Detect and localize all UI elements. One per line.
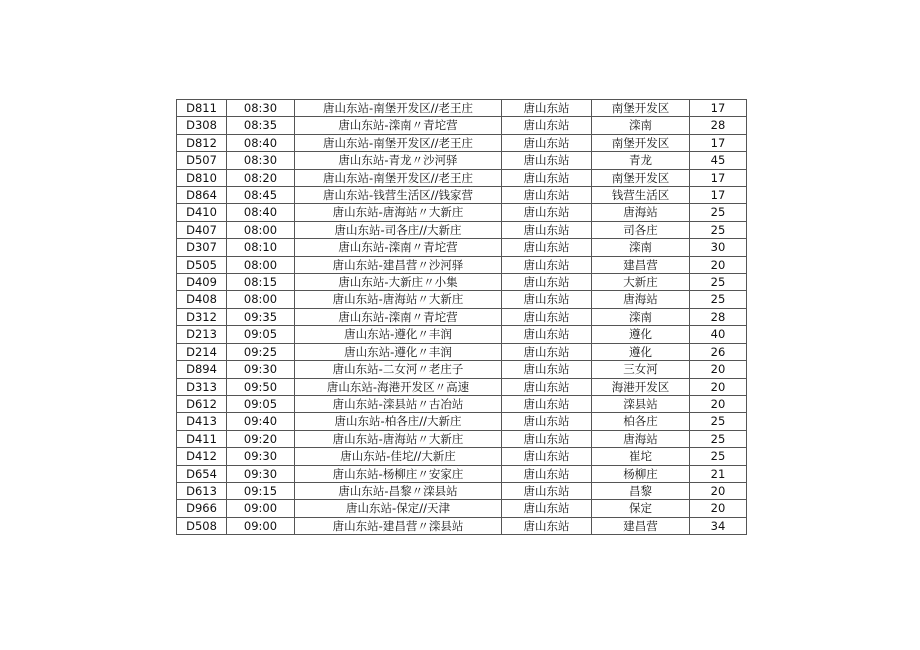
destination-cell: 滦南 <box>592 239 690 256</box>
origin-cell: 唐山东站 <box>502 221 592 238</box>
origin-cell: 唐山东站 <box>502 239 592 256</box>
route-name-cell: 唐山东站-海港开发区〃高速 <box>295 378 502 395</box>
departure-time-cell: 08:00 <box>227 256 295 273</box>
route-code-cell: D413 <box>177 413 227 430</box>
departure-time-cell: 09:05 <box>227 326 295 343</box>
route-code-cell: D411 <box>177 430 227 447</box>
table-row <box>177 500 747 517</box>
count-cell: 20 <box>690 482 747 499</box>
count-cell: 20 <box>690 256 747 273</box>
origin-cell: 唐山东站 <box>502 482 592 499</box>
departure-time-cell: 09:00 <box>227 517 295 534</box>
route-name-cell: 唐山东站-滦县站〃古冶站 <box>295 395 502 412</box>
count-cell: 17 <box>690 187 747 204</box>
departure-time-cell: 09:35 <box>227 308 295 325</box>
destination-cell: 保定 <box>592 500 690 517</box>
route-name-cell: 唐山东站-建昌营〃沙河驿 <box>295 256 502 273</box>
route-code-cell: D407 <box>177 221 227 238</box>
departure-time-cell: 09:15 <box>227 482 295 499</box>
route-name-cell: 唐山东站-滦南〃青坨营 <box>295 239 502 256</box>
departure-time-cell: 09:30 <box>227 448 295 465</box>
count-cell: 25 <box>690 291 747 308</box>
origin-cell: 唐山东站 <box>502 430 592 447</box>
departure-time-cell: 08:30 <box>227 100 295 117</box>
count-cell: 25 <box>690 413 747 430</box>
count-cell: 25 <box>690 274 747 291</box>
count-cell: 30 <box>690 239 747 256</box>
origin-cell: 唐山东站 <box>502 326 592 343</box>
route-code-cell: D864 <box>177 187 227 204</box>
origin-cell: 唐山东站 <box>502 134 592 151</box>
departure-time-cell: 08:40 <box>227 134 295 151</box>
table-row <box>177 517 747 534</box>
count-cell: 17 <box>690 134 747 151</box>
departure-time-cell: 08:20 <box>227 169 295 186</box>
departure-time-cell: 09:25 <box>227 343 295 360</box>
departure-time-cell: 09:20 <box>227 430 295 447</box>
route-name-cell: 唐山东站-建昌营〃滦县站 <box>295 517 502 534</box>
departure-time-cell: 08:45 <box>227 187 295 204</box>
destination-cell: 昌黎 <box>592 482 690 499</box>
route-name-cell: 唐山东站-昌黎〃滦县站 <box>295 482 502 499</box>
departure-time-cell: 08:10 <box>227 239 295 256</box>
table-row <box>177 326 747 343</box>
route-name-cell: 唐山东站-南堡开发区//老王庄 <box>295 100 502 117</box>
route-name-cell: 唐山东站-佳坨//大新庄 <box>295 448 502 465</box>
table-row <box>177 152 747 169</box>
destination-cell: 南堡开发区 <box>592 100 690 117</box>
count-cell: 20 <box>690 378 747 395</box>
table-row <box>177 378 747 395</box>
table-row <box>177 187 747 204</box>
route-name-cell: 唐山东站-保定//天津 <box>295 500 502 517</box>
route-name-cell: 唐山东站-杨柳庄〃安家庄 <box>295 465 502 482</box>
route-name-cell: 唐山东站-滦南〃青坨营 <box>295 117 502 134</box>
destination-cell: 滦县站 <box>592 395 690 412</box>
table-row <box>177 134 747 151</box>
origin-cell: 唐山东站 <box>502 274 592 291</box>
count-cell: 28 <box>690 308 747 325</box>
count-cell: 25 <box>690 221 747 238</box>
origin-cell: 唐山东站 <box>502 169 592 186</box>
departure-time-cell: 09:30 <box>227 465 295 482</box>
origin-cell: 唐山东站 <box>502 152 592 169</box>
count-cell: 21 <box>690 465 747 482</box>
route-code-cell: D409 <box>177 274 227 291</box>
destination-cell: 唐海站 <box>592 204 690 221</box>
departure-time-cell: 09:40 <box>227 413 295 430</box>
origin-cell: 唐山东站 <box>502 291 592 308</box>
route-code-cell: D505 <box>177 256 227 273</box>
destination-cell: 三女河 <box>592 361 690 378</box>
route-code-cell: D612 <box>177 395 227 412</box>
route-code-cell: D410 <box>177 204 227 221</box>
route-code-cell: D894 <box>177 361 227 378</box>
count-cell: 45 <box>690 152 747 169</box>
count-cell: 17 <box>690 100 747 117</box>
destination-cell: 司各庄 <box>592 221 690 238</box>
origin-cell: 唐山东站 <box>502 117 592 134</box>
count-cell: 20 <box>690 361 747 378</box>
destination-cell: 崔坨 <box>592 448 690 465</box>
route-code-cell: D412 <box>177 448 227 465</box>
departure-time-cell: 08:00 <box>227 221 295 238</box>
route-code-cell: D966 <box>177 500 227 517</box>
destination-cell: 南堡开发区 <box>592 169 690 186</box>
origin-cell: 唐山东站 <box>502 100 592 117</box>
destination-cell: 滦南 <box>592 117 690 134</box>
origin-cell: 唐山东站 <box>502 256 592 273</box>
count-cell: 25 <box>690 430 747 447</box>
destination-cell: 建昌营 <box>592 517 690 534</box>
departure-time-cell: 08:15 <box>227 274 295 291</box>
departure-time-cell: 09:05 <box>227 395 295 412</box>
count-cell: 26 <box>690 343 747 360</box>
table-row <box>177 100 747 117</box>
table-row <box>177 117 747 134</box>
route-name-cell: 唐山东站-青龙〃沙河驿 <box>295 152 502 169</box>
route-name-cell: 唐山东站-南堡开发区//老王庄 <box>295 169 502 186</box>
route-code-cell: D811 <box>177 100 227 117</box>
origin-cell: 唐山东站 <box>502 378 592 395</box>
route-name-cell: 唐山东站-钱营生活区//钱家营 <box>295 187 502 204</box>
destination-cell: 遵化 <box>592 343 690 360</box>
destination-cell: 唐海站 <box>592 291 690 308</box>
route-name-cell: 唐山东站-大新庄〃小集 <box>295 274 502 291</box>
origin-cell: 唐山东站 <box>502 500 592 517</box>
route-code-cell: D308 <box>177 117 227 134</box>
destination-cell: 唐海站 <box>592 430 690 447</box>
route-name-cell: 唐山东站-滦南〃青坨营 <box>295 308 502 325</box>
origin-cell: 唐山东站 <box>502 343 592 360</box>
destination-cell: 滦南 <box>592 308 690 325</box>
destination-cell: 遵化 <box>592 326 690 343</box>
table-row <box>177 274 747 291</box>
table-row <box>177 395 747 412</box>
route-code-cell: D508 <box>177 517 227 534</box>
route-code-cell: D810 <box>177 169 227 186</box>
table-row <box>177 291 747 308</box>
origin-cell: 唐山东站 <box>502 187 592 204</box>
route-name-cell: 唐山东站-南堡开发区//老王庄 <box>295 134 502 151</box>
route-name-cell: 唐山东站-柏各庄//大新庄 <box>295 413 502 430</box>
count-cell: 17 <box>690 169 747 186</box>
route-name-cell: 唐山东站-遵化〃丰润 <box>295 343 502 360</box>
route-code-cell: D408 <box>177 291 227 308</box>
count-cell: 20 <box>690 500 747 517</box>
route-name-cell: 唐山东站-遵化〃丰润 <box>295 326 502 343</box>
destination-cell: 青龙 <box>592 152 690 169</box>
destination-cell: 大新庄 <box>592 274 690 291</box>
table-row <box>177 239 747 256</box>
route-code-cell: D313 <box>177 378 227 395</box>
table-row <box>177 221 747 238</box>
count-cell: 34 <box>690 517 747 534</box>
route-name-cell: 唐山东站-司各庄//大新庄 <box>295 221 502 238</box>
destination-cell: 南堡开发区 <box>592 134 690 151</box>
count-cell: 40 <box>690 326 747 343</box>
origin-cell: 唐山东站 <box>502 204 592 221</box>
route-name-cell: 唐山东站-唐海站〃大新庄 <box>295 204 502 221</box>
route-code-cell: D507 <box>177 152 227 169</box>
departure-time-cell: 09:00 <box>227 500 295 517</box>
route-code-cell: D812 <box>177 134 227 151</box>
origin-cell: 唐山东站 <box>502 517 592 534</box>
table-row <box>177 361 747 378</box>
route-code-cell: D213 <box>177 326 227 343</box>
origin-cell: 唐山东站 <box>502 413 592 430</box>
route-code-cell: D214 <box>177 343 227 360</box>
origin-cell: 唐山东站 <box>502 465 592 482</box>
table-row <box>177 343 747 360</box>
count-cell: 25 <box>690 204 747 221</box>
table-row <box>177 169 747 186</box>
route-code-cell: D613 <box>177 482 227 499</box>
departure-time-cell: 08:40 <box>227 204 295 221</box>
schedule-table-body <box>177 100 747 535</box>
route-code-cell: D312 <box>177 308 227 325</box>
origin-cell: 唐山东站 <box>502 448 592 465</box>
destination-cell: 钱营生活区 <box>592 187 690 204</box>
route-code-cell: D307 <box>177 239 227 256</box>
destination-cell: 海港开发区 <box>592 378 690 395</box>
table-row <box>177 448 747 465</box>
table-row <box>177 256 747 273</box>
count-cell: 20 <box>690 395 747 412</box>
destination-cell: 建昌营 <box>592 256 690 273</box>
table-row <box>177 465 747 482</box>
destination-cell: 杨柳庄 <box>592 465 690 482</box>
departure-time-cell: 08:30 <box>227 152 295 169</box>
departure-time-cell: 09:50 <box>227 378 295 395</box>
route-code-cell: D654 <box>177 465 227 482</box>
route-name-cell: 唐山东站-唐海站〃大新庄 <box>295 291 502 308</box>
route-name-cell: 唐山东站-唐海站〃大新庄 <box>295 430 502 447</box>
departure-time-cell: 09:30 <box>227 361 295 378</box>
table-row <box>177 430 747 447</box>
table-row <box>177 413 747 430</box>
destination-cell: 柏各庄 <box>592 413 690 430</box>
table-row <box>177 308 747 325</box>
table-row <box>177 204 747 221</box>
bus-schedule-table <box>176 99 747 535</box>
departure-time-cell: 08:35 <box>227 117 295 134</box>
route-name-cell: 唐山东站-二女河〃老庄子 <box>295 361 502 378</box>
origin-cell: 唐山东站 <box>502 361 592 378</box>
table-row <box>177 482 747 499</box>
origin-cell: 唐山东站 <box>502 395 592 412</box>
count-cell: 25 <box>690 448 747 465</box>
origin-cell: 唐山东站 <box>502 308 592 325</box>
count-cell: 28 <box>690 117 747 134</box>
departure-time-cell: 08:00 <box>227 291 295 308</box>
